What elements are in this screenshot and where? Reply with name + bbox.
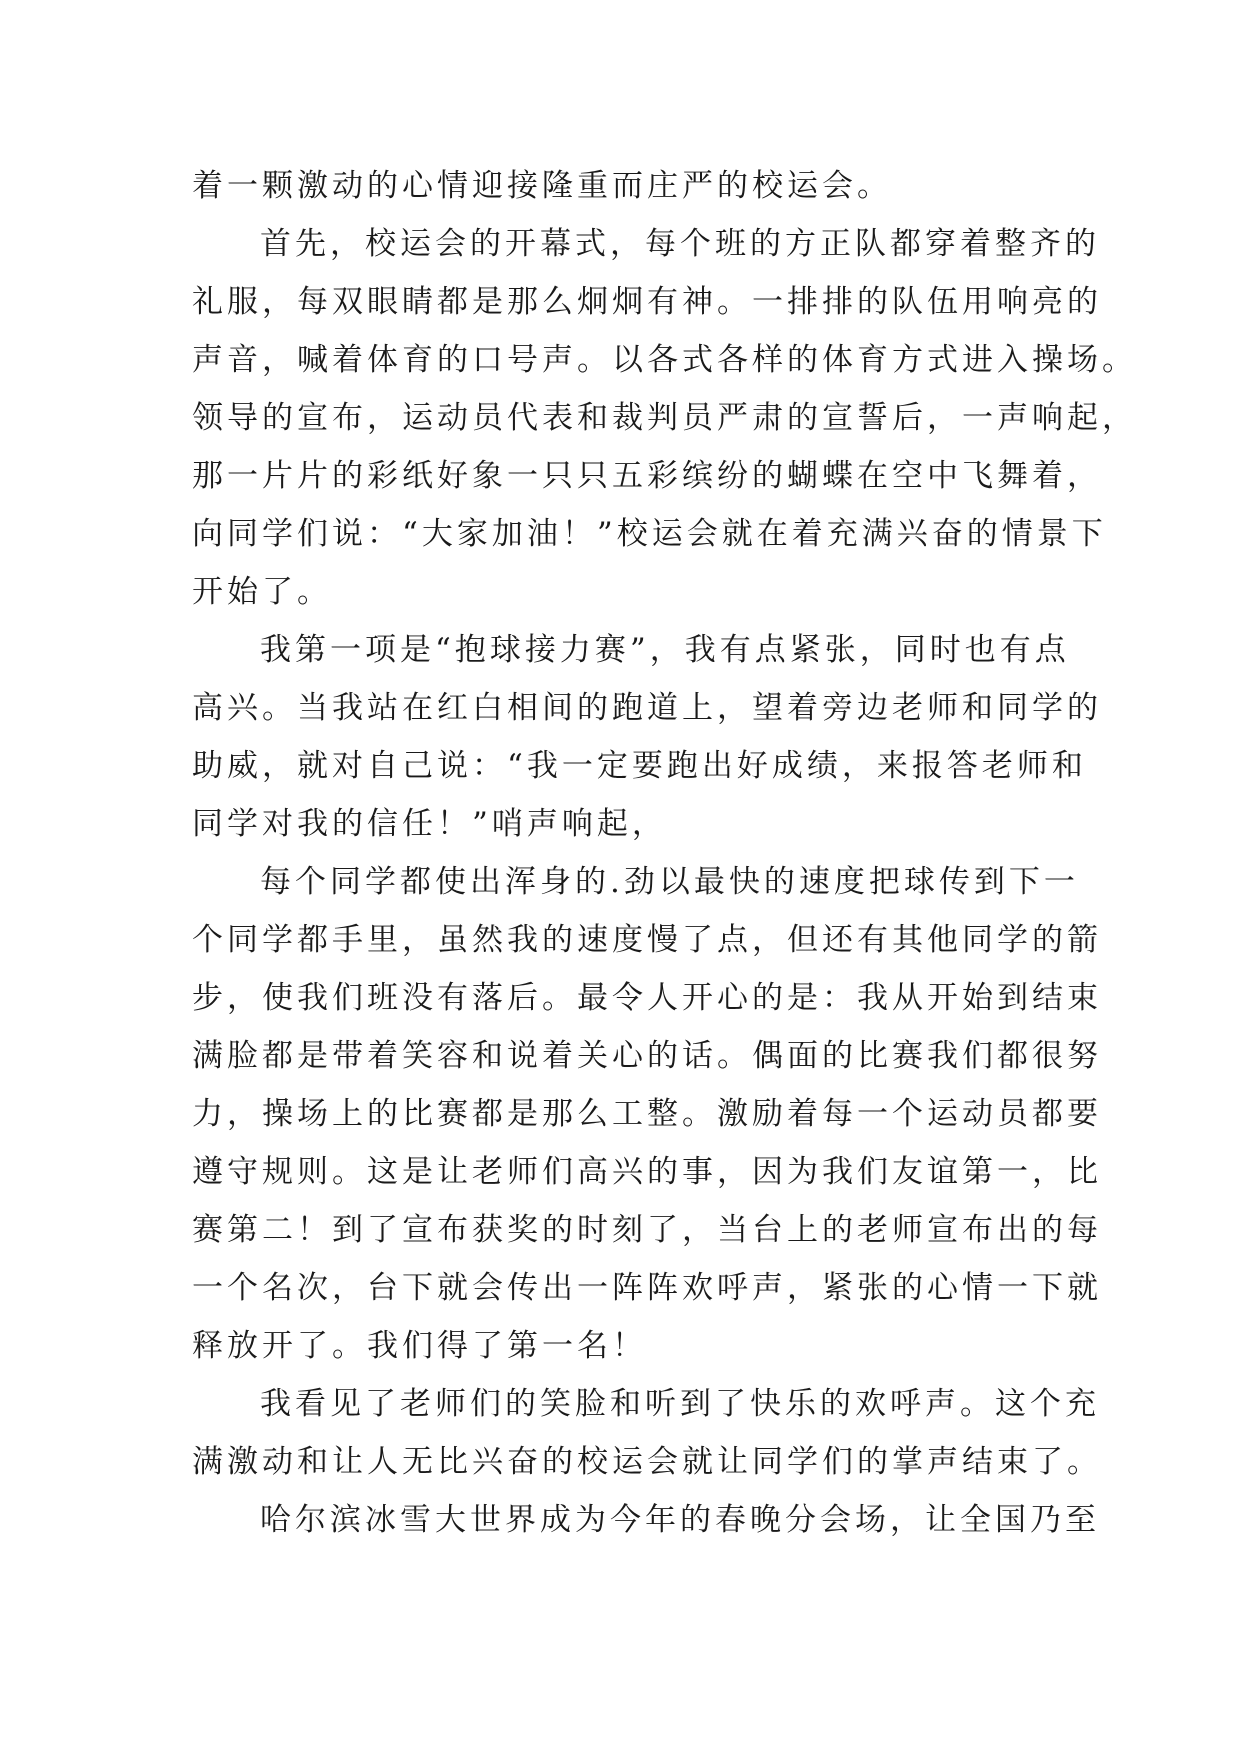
text-line: 遵守规则。这是让老师们高兴的事，因为我们友谊第一，比 [192, 1154, 1102, 1190]
paragraph-opening-line: 每个同学都使出浑身的.劲以最快的速度把球传到下一 [260, 864, 1079, 900]
text-line: 向同学们说：“大家加油！”校运会就在着充满兴奋的情景下 [192, 516, 1107, 552]
paragraph-opening-line: 首先，校运会的开幕式，每个班的方正队都穿着整齐的 [260, 226, 1100, 262]
text-line: 声音，喊着体育的口号声。以各式各样的体育方式进入操场。 [192, 342, 1137, 378]
text-line: 助威，就对自己说：“我一定要跑出好成绩，来报答老师和 [192, 748, 1087, 784]
text-line: 着一颗激动的心情迎接隆重而庄严的校运会。 [192, 168, 892, 204]
text-line: 个同学都手里，虽然我的速度慢了点，但还有其他同学的箭 [192, 922, 1102, 958]
text-line: 步，使我们班没有落后。最令人开心的是：我从开始到结束 [192, 980, 1102, 1016]
text-line: 一个名次，台下就会传出一阵阵欢呼声，紧张的心情一下就 [192, 1270, 1102, 1306]
text-line: 满脸都是带着笑容和说着关心的话。偶面的比赛我们都很努 [192, 1038, 1102, 1074]
essay-body [192, 157, 1137, 1549]
paragraph-opening-line: 哈尔滨冰雪大世界成为今年的春晚分会场，让全国乃至 [260, 1502, 1100, 1538]
text-line: 力，操场上的比赛都是那么工整。激励着每一个运动员都要 [192, 1096, 1102, 1132]
text-line: 同学对我的信任！”哨声响起， [192, 806, 667, 842]
text-line: 释放开了。我们得了第一名！ [192, 1328, 647, 1364]
text-line: 礼服，每双眼睛都是那么炯炯有神。一排排的队伍用响亮的 [192, 284, 1102, 320]
paragraph-opening-line: 我看见了老师们的笑脸和听到了快乐的欢呼声。这个充 [260, 1386, 1100, 1422]
text-line: 高兴。当我站在红白相间的跑道上，望着旁边老师和同学的 [192, 690, 1102, 726]
paragraph-opening-line: 我第一项是“抱球接力赛”，我有点紧张，同时也有点 [260, 632, 1070, 668]
text-line: 满激动和让人无比兴奋的校运会就让同学们的掌声结束了。 [192, 1444, 1102, 1480]
text-line: 开始了。 [192, 574, 332, 610]
text-line: 领导的宣布，运动员代表和裁判员严肃的宣誓后，一声响起， [192, 400, 1137, 436]
text-line: 那一片片的彩纸好象一只只五彩缤纷的蝴蝶在空中飞舞着， [192, 458, 1102, 494]
text-line: 赛第二！到了宣布获奖的时刻了，当台上的老师宣布出的每 [192, 1212, 1102, 1248]
